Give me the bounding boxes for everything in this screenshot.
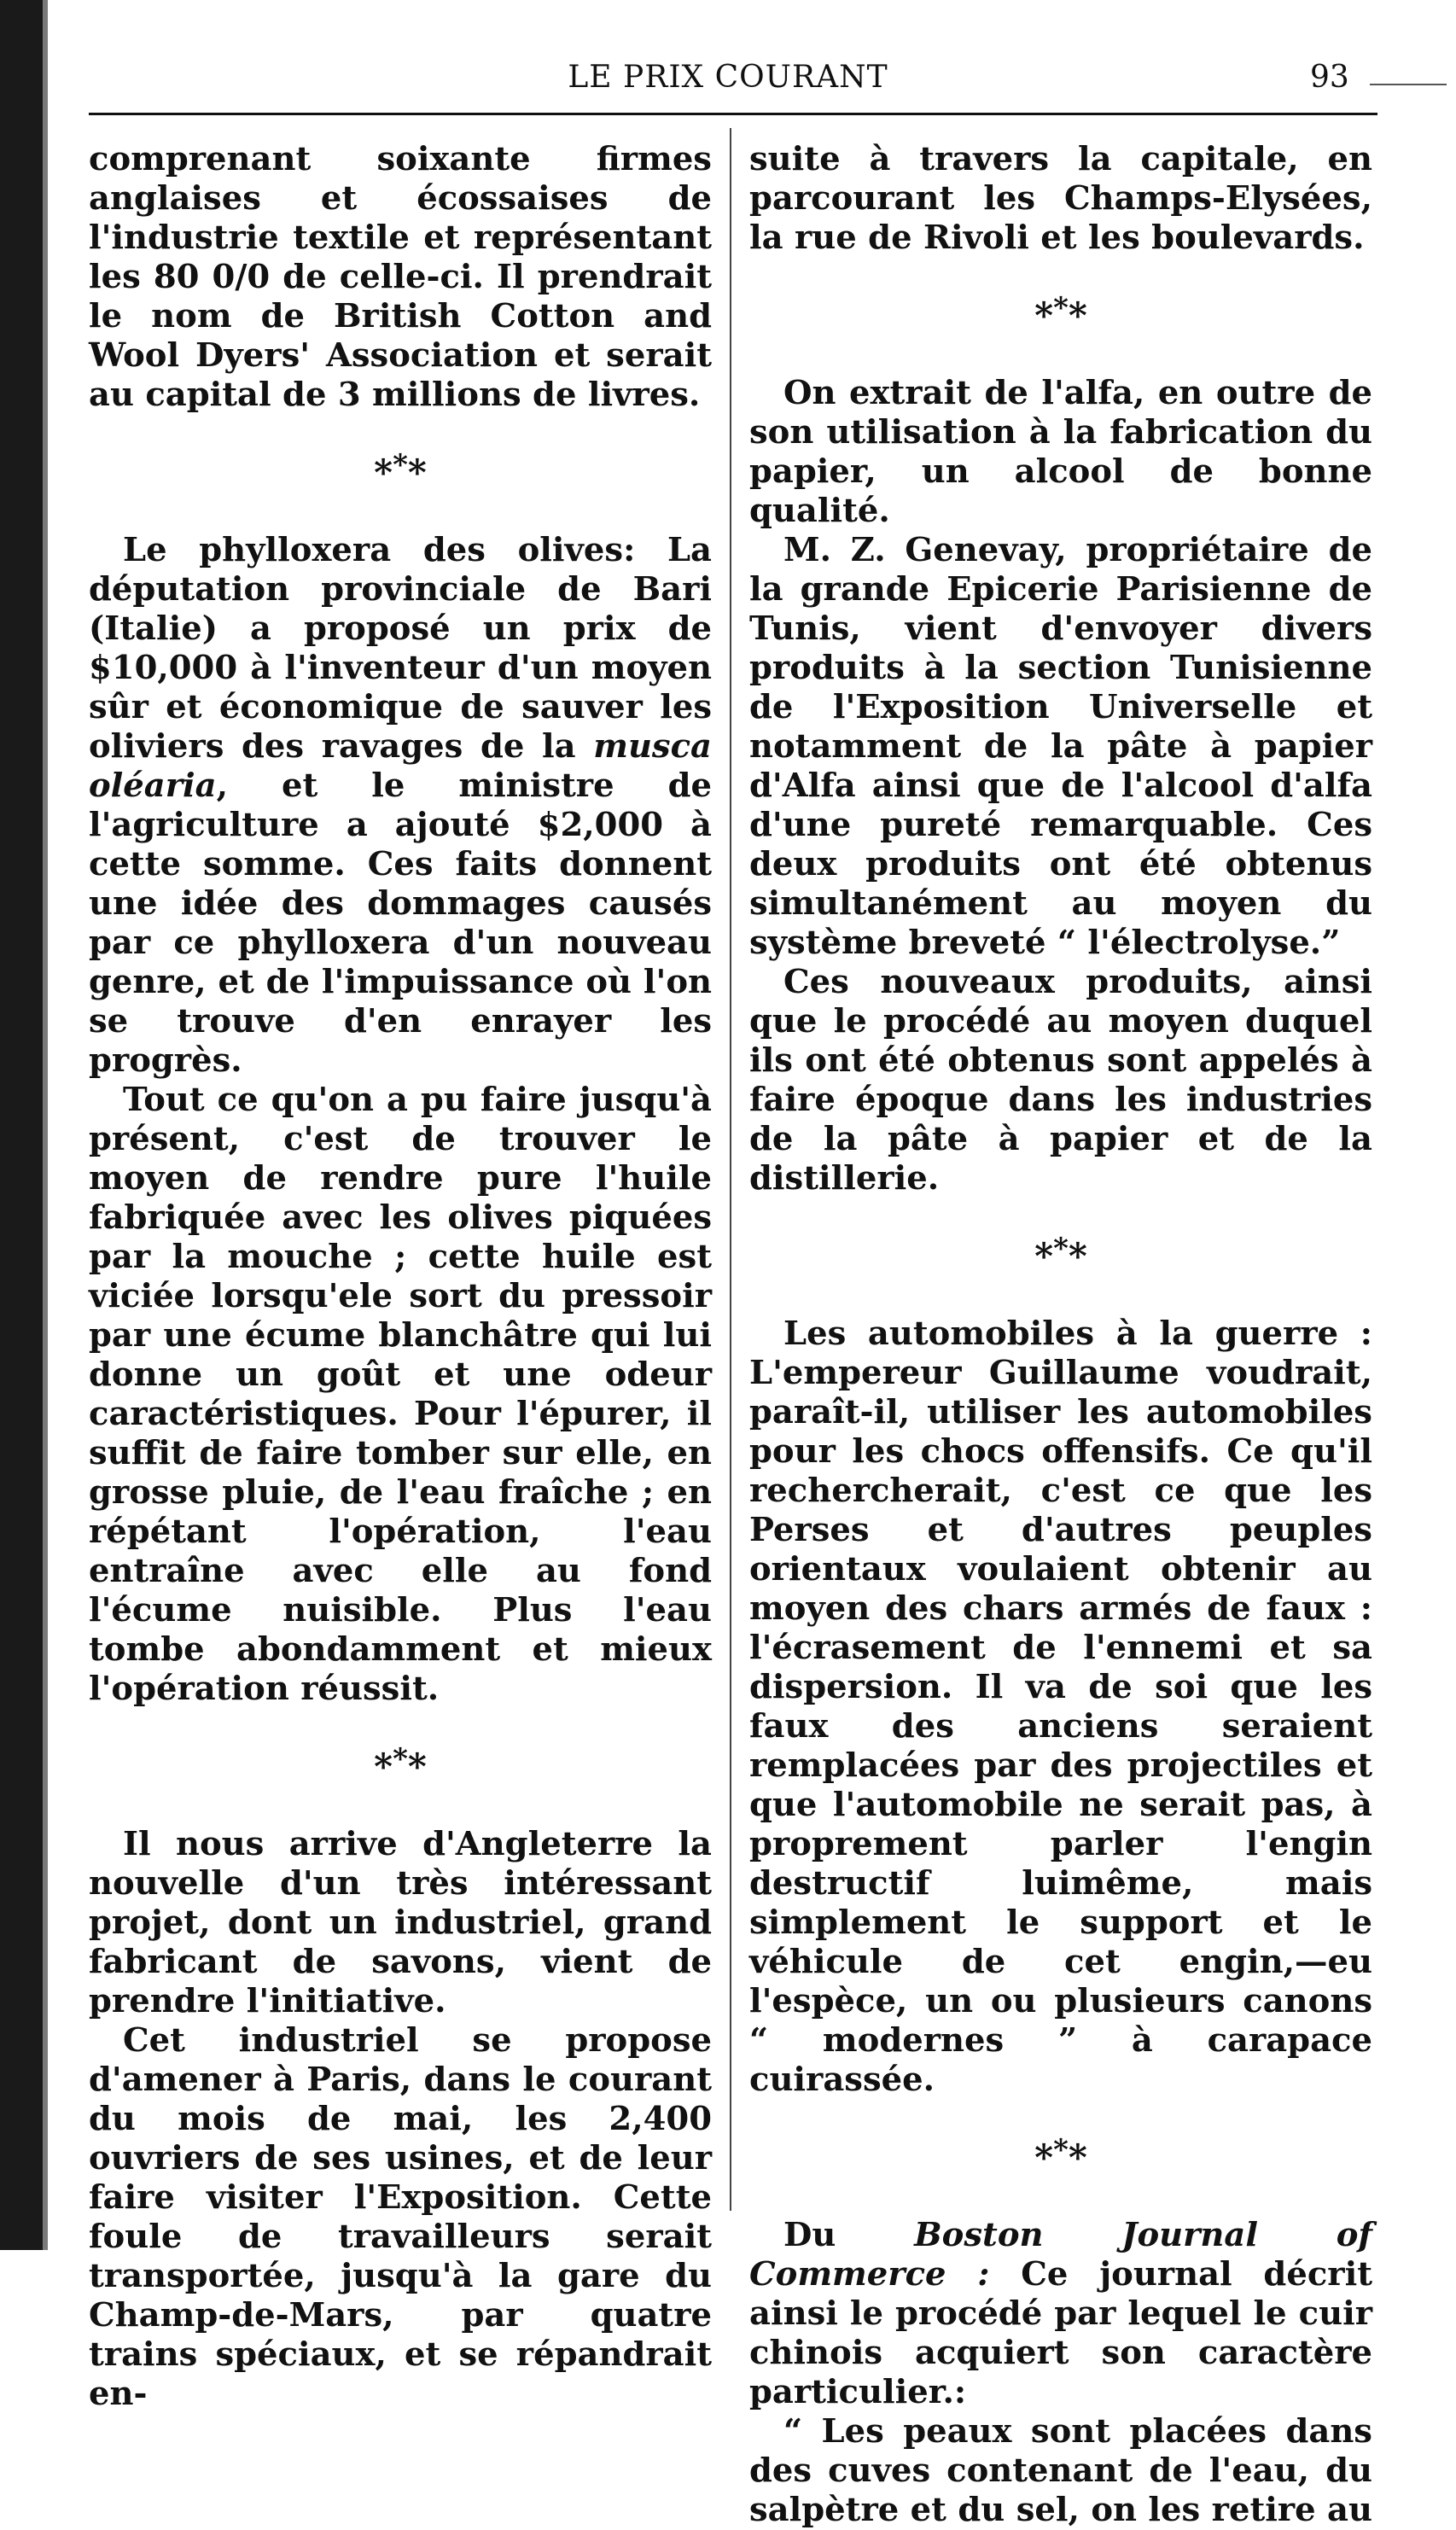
section-separator-stars: *** <box>1034 2133 1087 2178</box>
article-paragraph: “ Les peaux sont placées dans des cuves contenant de l'eau, du salpètre et du sel, on les retire au <box>749 2412 1372 2529</box>
article-paragraph: Les automobiles à la guerre : L'empereur Guillaume voudrait, paraît-il, utiliser les automobiles pour les chocs offensifs. Ce qu'il rechercherait, c'est ce que les Perses et d'autres peuples orientaux voulaient obtenir au moyen des chars armés de faux : l'écrasement de l'ennemi et sa dispersion. Il va de soi que les faux des anciens seraient remplacées par des projectiles et que l'automobile ne serait pas, à proprement parler l'engin destructif luimême, mais simplement le support et le véhicule de cet engin,—eu l'espèce, un ou plusieurs canons “ modernes ” à carapace cuirassée. <box>749 1315 1372 2099</box>
column-divider <box>730 128 731 2211</box>
article-paragraph: Ces nouveaux produits, ainsi que le procédé au moyen duquel ils ont été obtenus sont appelés à faire époque dans les industries de la pâte à papier et de la distillerie. <box>749 963 1372 1198</box>
left-column <box>89 140 712 2414</box>
section-separator-stars: *** <box>374 448 427 493</box>
article-paragraph: comprenant soixante firmes anglaises et écossaises de l'industrie textile et représentant les 80 0/0 de celle-ci. Il prendrait le nom de British Cotton and Wool Dyers' Association et serait au capital de 3 millions de livres. <box>89 140 712 414</box>
section-separator-stars: *** <box>1034 1232 1087 1277</box>
section-separator-stars: *** <box>1034 291 1087 336</box>
article-paragraph: suite à travers la capitale, en parcourant les Champs-Elysées, la rue de Rivoli et les boulevards. <box>749 140 1372 257</box>
book-spine-edge <box>43 0 48 2250</box>
page-number: 93 <box>1310 60 1349 95</box>
article-paragraph: Cet industriel se propose d'amener à Paris, dans le courant du mois de mai, les 2,400 ouvriers de ses usines, et de leur faire visiter l'Exposition. Cette foule de travailleurs serait transportée, jusqu'à la gare du Champ-de-Mars, par quatre trains spéciaux, et se répandrait en- <box>89 2021 712 2413</box>
article-paragraph: On extrait de l'alfa, en outre de son utilisation à la fabrication du papier, un alcool de bonne qualité. <box>749 374 1372 530</box>
header-rule <box>89 113 1377 115</box>
article-paragraph: Du Boston Journal of Commerce : Ce journal décrit ainsi le procédé par lequel le cuir chinois acquiert son caractère particulier.: <box>749 2216 1372 2411</box>
article-paragraph: Tout ce qu'on a pu faire jusqu'à présent, c'est de trouver le moyen de rendre pure l'huile fabriquée avec les olives piquées par la mouche ; cette huile est viciée lorsqu'ele sort du pressoir par une écume blanchâtre qui lui donne un goût et une odeur caractéristiques. Pour l'épurer, il suffit de faire tomber sur elle, en grosse pluie, de l'eau fraîche ; en répétant l'opération, l'eau entraîne avec elle au fond l'écume nuisible. Plus l'eau tombe abondamment et mieux l'opération réussit. <box>89 1081 712 1708</box>
article-paragraph: M. Z. Genevay, propriétaire de la grande Epicerie Parisienne de Tunis, vient d'envoyer divers produits à la section Tunisienne de l'Exposition Universelle et notamment de la pâte à papier d'Alfa ainsi que de l'alcool d'alfa d'une pureté remarquable. Ces deux produits ont été obtenus simultanément au moyen du système breveté “ l'électrolyse.” <box>749 531 1372 962</box>
running-header-title: LE PRIX COURANT <box>568 60 888 95</box>
right-column <box>749 140 1372 2530</box>
section-separator-stars: *** <box>374 1742 427 1787</box>
article-paragraph: Le phylloxera des olives: La députation provinciale de Bari (Italie) a proposé un prix de $10,000 à l'inventeur d'un moyen sûr et économique de sauver les oliviers des ravages de la musca oléaria, et le ministre de l'agriculture a ajouté $2,000 à cette somme. Ces faits donnent une idée des dommages causés par ce phylloxera d'un nouveau genre, et de l'impuissance où l'on se trouve d'en enrayer les progrès. <box>89 531 712 1080</box>
page-number-stroke <box>1370 84 1447 85</box>
book-spine-shadow <box>0 0 43 2250</box>
article-paragraph: Il nous arrive d'Angleterre la nouvelle d'un très intéressant projet, dont un industriel, grand fabricant de savons, vient de prendre l'initiative. <box>89 1825 712 2020</box>
